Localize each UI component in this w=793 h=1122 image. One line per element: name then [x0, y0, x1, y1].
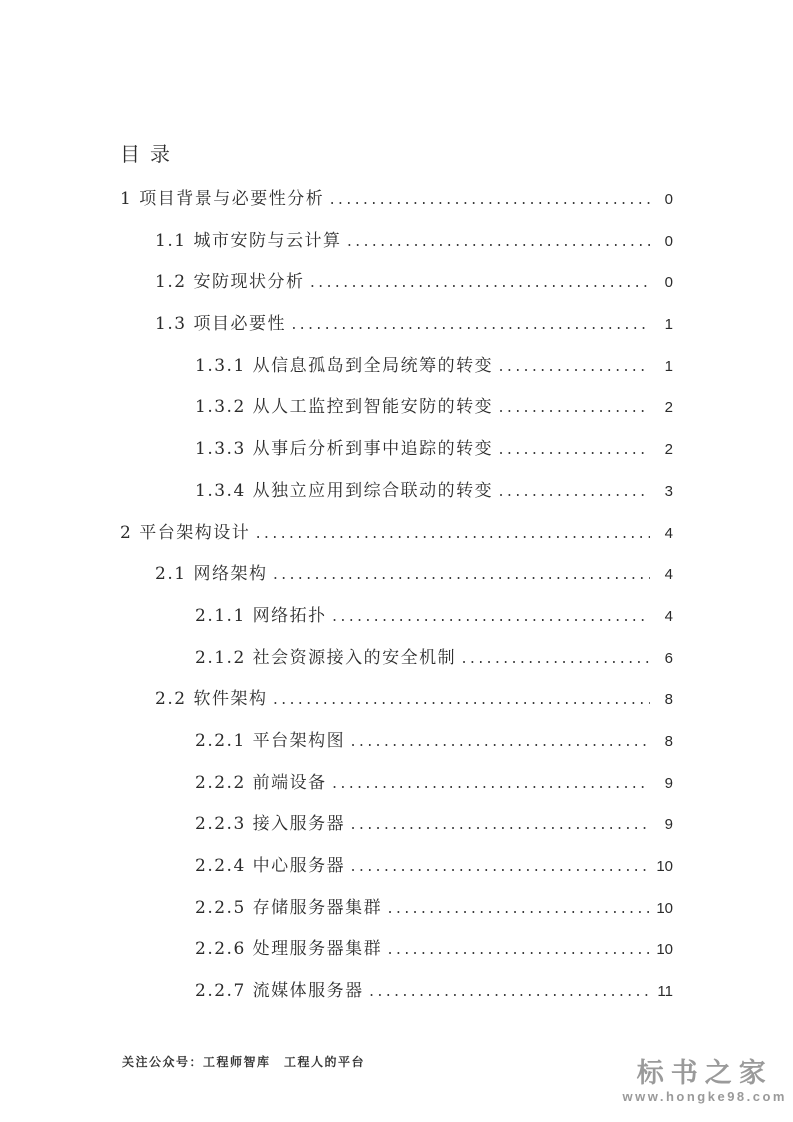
toc-page-number: 6	[664, 649, 673, 667]
toc-entry[interactable]	[120, 428, 673, 470]
toc-entry-text: 2.2.3 接入服务器	[195, 814, 346, 835]
toc-page-number: 10	[656, 858, 673, 875]
dot-leader	[386, 887, 650, 931]
toc-entry[interactable]	[120, 386, 673, 428]
toc-page-number: 3	[664, 482, 673, 500]
toc-entry[interactable]	[120, 762, 673, 804]
watermark	[623, 1058, 788, 1104]
toc-entry[interactable]	[120, 678, 673, 720]
toc-entry-text: 2.2.7 流媒体服务器	[195, 981, 364, 1002]
dot-leader	[328, 178, 650, 222]
toc-entry[interactable]	[120, 178, 673, 220]
toc-page-number: 1	[664, 316, 673, 334]
dot-leader	[497, 345, 650, 389]
toc-page-number: 8	[664, 691, 673, 709]
toc-entry[interactable]	[120, 345, 673, 387]
toc-entry-text: 2.1 网络架构	[155, 564, 268, 585]
toc-entry[interactable]	[120, 803, 673, 845]
toc-entry-text: 1.2 安防现状分析	[155, 272, 305, 293]
toc-page-number: 0	[664, 274, 673, 292]
toc-entry-text: 2.2 软件架构	[155, 689, 268, 710]
dot-leader	[497, 428, 650, 472]
toc-entry-text: 1.3.2 从人工监控到智能安防的转变	[195, 397, 494, 418]
toc-page-number: 10	[656, 899, 673, 917]
dot-leader	[254, 512, 650, 556]
toc-entry-text: 2 平台架构设计	[120, 522, 251, 543]
toc-entry[interactable]	[120, 261, 673, 303]
toc-entry[interactable]	[120, 303, 673, 345]
toc-page-number: 2	[664, 441, 673, 459]
toc-page-number: 8	[664, 732, 673, 750]
watermark-logo: 标书之家	[636, 1058, 773, 1088]
toc-entry-text: 1.3.3 从事后分析到事中追踪的转变	[195, 439, 494, 460]
toc-entry-text: 1 项目背景与必要性分析	[120, 189, 325, 209]
toc-entry-text: 2.1.1 网络拓扑	[195, 605, 327, 626]
toc-entry-text: 2.2.6 处理服务器集群	[195, 939, 383, 960]
toc-page-number: 4	[664, 566, 673, 584]
toc-page-number: 11	[657, 983, 673, 1001]
toc-page-number: 1	[664, 357, 673, 375]
dot-leader	[497, 470, 650, 514]
dot-leader	[345, 220, 650, 264]
footer-note: 关注公众号：工程师智库 工程人的平台	[122, 1055, 366, 1069]
dot-leader	[308, 261, 650, 305]
dot-leader	[349, 803, 650, 847]
dot-leader	[271, 678, 650, 722]
toc-entry-text: 1.3.1 从信息孤岛到全局统筹的转变	[195, 355, 494, 376]
toc-entry[interactable]	[120, 845, 673, 887]
toc-entry-text: 2.2.4 中心服务器	[195, 856, 346, 876]
toc-entry[interactable]	[120, 928, 673, 970]
toc-entry-text: 2.1.2 社会资源接入的安全机制	[195, 647, 457, 668]
toc-page-number: 4	[664, 524, 673, 542]
dot-leader	[460, 637, 650, 681]
dot-leader	[271, 553, 650, 597]
toc-list	[120, 178, 673, 1012]
toc-entry-text: 2.2.2 前端设备	[195, 772, 327, 793]
toc-page-number: 9	[664, 774, 673, 792]
dot-leader	[386, 928, 650, 972]
toc-page-number: 0	[664, 191, 673, 208]
toc-entry[interactable]	[120, 470, 673, 512]
toc-page-number: 9	[664, 816, 673, 834]
toc-section	[120, 140, 673, 1012]
dot-leader	[290, 303, 650, 347]
dot-leader	[331, 762, 650, 806]
toc-entry[interactable]	[120, 220, 673, 262]
toc-title: 目录	[120, 142, 180, 166]
toc-entry-text: 1.1 城市安防与云计算	[155, 230, 342, 251]
dot-leader	[331, 595, 650, 639]
dot-leader	[349, 845, 650, 889]
toc-entry[interactable]	[120, 887, 673, 929]
toc-entry-text: 1.3 项目必要性	[155, 314, 286, 335]
dot-leader	[368, 970, 650, 1014]
toc-entry[interactable]	[120, 720, 673, 762]
toc-entry[interactable]	[120, 595, 673, 637]
toc-entry[interactable]	[120, 553, 673, 595]
dot-leader	[349, 720, 650, 764]
toc-entry[interactable]	[120, 512, 673, 554]
toc-entry-text: 1.3.4 从独立应用到综合联动的转变	[195, 480, 494, 501]
toc-entry[interactable]	[120, 970, 673, 1012]
toc-entry-text: 2.2.1 平台架构图	[195, 730, 346, 751]
toc-page-number: 0	[664, 232, 673, 250]
toc-page-number: 4	[664, 607, 673, 625]
toc-entry-text: 2.2.5 存储服务器集群	[195, 897, 383, 918]
toc-entry[interactable]	[120, 637, 673, 679]
toc-page-number: 2	[664, 399, 673, 417]
toc-page-number: 10	[656, 941, 673, 959]
dot-leader	[497, 386, 650, 430]
watermark-url: www.hongke98.com	[622, 1089, 787, 1104]
